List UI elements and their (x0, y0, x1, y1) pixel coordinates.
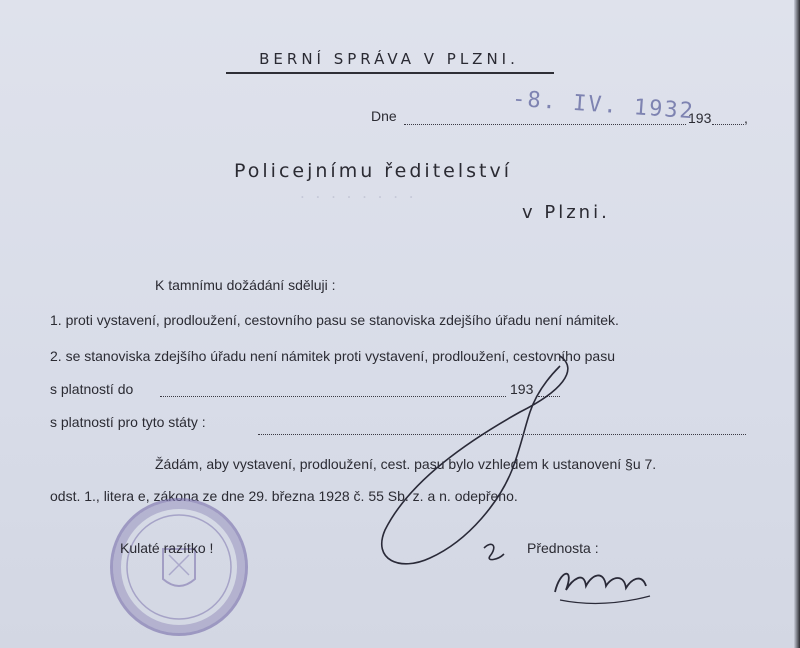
addressee-line1: Policejnímu ředitelství (234, 160, 512, 182)
handwritten-cross-out (382, 356, 568, 564)
head-label: Přednosta : (527, 540, 599, 556)
addressee-city: v Plzni. (522, 202, 610, 223)
intro-text: K tamnímu dožádání sděluji : (155, 277, 336, 293)
date-year-prefix: 193 (688, 110, 712, 126)
date-comma: , (744, 110, 748, 126)
signature-underline (560, 596, 650, 603)
handwritten-initials (484, 544, 504, 559)
request-line-1: Žádám, aby vystavení, prodloužení, cest. pasu bylo vzhledem k ustanovení §u 7. (155, 456, 657, 472)
validity-until-label: s platností do (50, 381, 134, 397)
validity-until-year: 193 (510, 381, 534, 397)
item-2: 2. se stanoviska zdejšího úřadu není námitek proti vystavení, prodloužení, cestovního pasu (50, 348, 615, 364)
show-through-marks: · · · · · · · · (300, 188, 417, 206)
date-label: Dne (371, 108, 397, 124)
handwritten-signature (555, 574, 646, 592)
validity-states-label: s platností pro tyto státy : (50, 414, 206, 430)
date-stamp: -8. IV. 1932 (511, 86, 696, 125)
request-line-2: odst. 1., litera e, zákona ze dne 29. března 1928 č. 55 Sb. z. a n. odepřeno. (50, 488, 518, 504)
stamp-instruction: Kulaté razítko ! (120, 540, 214, 556)
item-1: 1. proti vystavení, prodloužení, cestovního pasu se stanoviska zdejšího úřadu není námitek. (50, 312, 619, 328)
paper-edge (794, 0, 800, 648)
office-header: BERNÍ SPRÁVA V PLZNI. (259, 50, 519, 68)
